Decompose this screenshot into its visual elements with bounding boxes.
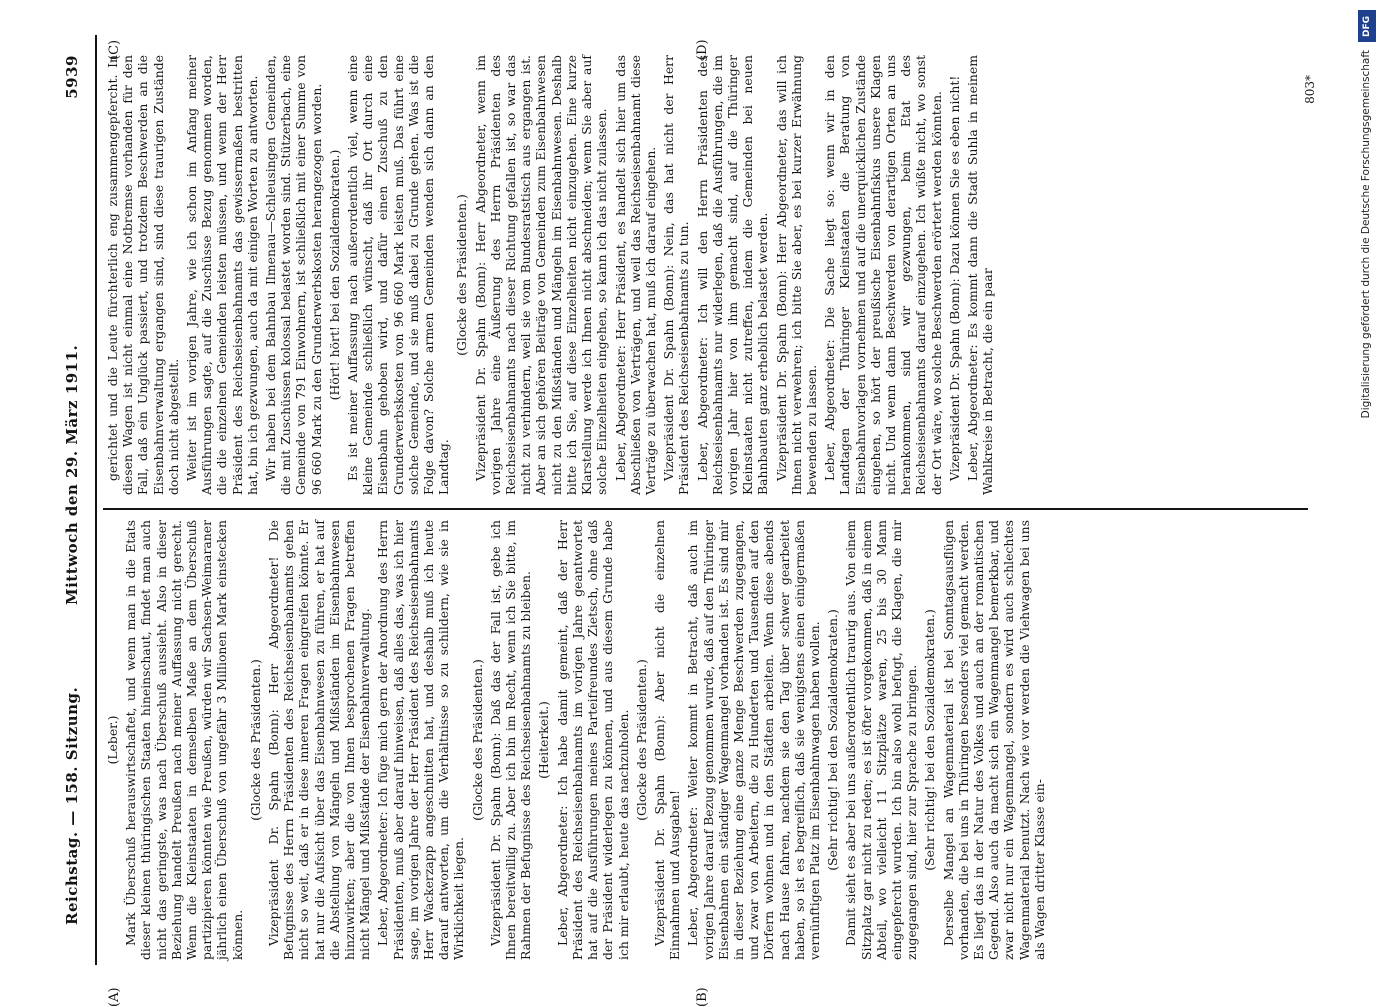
paragraph: Leber, Abgeordneter: Ich will den Herrn Präsidenten des Reichseisenbahnamts nur widerlegen, daß die Ausführungen, die im vorigen Jahr hier von ihm gemacht sind, auf die Thüringer Kleinstaaten nicht zutreffen, indem die Gemeinden bei neuen Bahnbauten ganz erheblich belastet werden. bbox=[694, 55, 771, 495]
paragraph: Vizepräsident Dr. Spahn (Bonn): Aber nicht die einzelnen Einnahmen und Ausgaben! bbox=[651, 520, 683, 960]
paragraph: (Glocke des Präsidenten.) bbox=[454, 194, 470, 356]
paragraph: (Sehr richtig! bei den Sozialdemokraten.) bbox=[922, 609, 938, 871]
paragraph: (Glocke des Präsidenten.) bbox=[633, 659, 649, 821]
footer-number: 803* bbox=[1303, 75, 1317, 104]
paragraph: (Hört! hört! bei den Sozialdemokraten.) bbox=[326, 149, 342, 401]
paragraph: (Leber.) bbox=[105, 715, 120, 765]
page-header bbox=[55, 35, 95, 965]
paragraph: (Heiterkeit.) bbox=[536, 701, 552, 779]
header-page-number: 5939 bbox=[63, 55, 81, 99]
paragraph: Leber, Abgeordneter: Weiter kommt in Betracht, daß auch im vorigen Jahre darauf Bezug genommen wurde, daß auf den Thüringer Eisenbahnen ein ständiger Wagenmangel vorhanden ist. Es sind mir in dieser Beziehung eine ganze Menge Beschwerden zugegangen, und zwar von Arbeitern, die zu Hunderten und Tausenden auf den Dörfern wohnen und in den Städten arbeiten. Wenn diese abends nach Hause fahren, nachdem sie den Tag über schwer gearbeitet haben, so ist es begreiflich, daß sie wenigstens einen einigermaßen vernünftigen Platz im Eisenbahnwagen haben wollen. bbox=[685, 519, 822, 960]
paragraph: Mark Überschuß herauswirtschaftet, und wenn man in die Etats dieser kleinen thüringischen Staaten hineinschaut, findet man auch nicht das geringste, was nach Überschuß aussieht. Also in dieser Beziehung handelt Preußen nach meiner Auffassung nicht gerecht. Wenn die Kleinstaaten in demselben Maße an dem Überschuß partizipieren könnten wie Preußen, würden wir Sachsen-Weimaraner jährlich einen Überschuß von ungefähr 3 Millionen Mark einstecken können. bbox=[123, 520, 245, 960]
right-text-column bbox=[105, 55, 998, 495]
column-separator bbox=[103, 508, 1308, 510]
margin-marker-b: (B) bbox=[695, 987, 710, 1007]
margin-marker-c: (C) bbox=[107, 39, 122, 60]
header-left-title: Reichstag. — 158. Sitzung. bbox=[63, 686, 81, 925]
paragraph: (Glocke des Präsidenten.) bbox=[247, 659, 263, 821]
paragraph: Derselbe Mangel an Wagenmaterial ist bei Sonntagsausflügen vorhanden, die bei uns in Thüringen besonders viel gemacht werden. Es liegt das in der Natur des Volkes und auch an der romantischen Gegend. Also auch da macht sich ein Wagenmangel bemerkbar, und zwar nicht nur ein Wagenmangel, sondern es wird auch schlechtes Wagenmaterial benutzt. Nach wie vor werden die Viehwagen bei uns als Wagen dritter Klasse ein- bbox=[940, 520, 1047, 960]
paragraph: gerichtet und die Leute fürchterlich eng zusammengepfercht. In diesen Wagen ist nicht einmal eine Notbremse vorhanden für den Fall, daß ein Unglück passiert, und trotzdem Beschwerden an die Eisenbahnverwaltung ergangen sind, sind diese traurigen Zustände doch nicht abgestellt. bbox=[105, 55, 181, 495]
paragraph: Damit sieht es aber bei uns außerordentlich traurig aus. Von einem Sitzplatz gar nicht zu reden; es ist öfter vorgekommen, daß in einem Abteil, wo vielleicht 11 Sitzplätze waren, 25 bis 30 Mann eingepfercht wurden. Ich bin also wohl befugt, die Klagen, die mir zugegangen sind, hier zur Sprache zu bringen. bbox=[843, 520, 920, 960]
paragraph: Vizepräsident Dr. Spahn (Bonn): Dazu können Sie es eben nicht! bbox=[946, 75, 962, 481]
paragraph: Leber, Abgeordneter: Herr Präsident, es handelt sich hier um das Abschließen von Verträgen, und weil das Reichseisenbahnamt diese Verträge zu überwachen hat, muß ich darauf eingehen. bbox=[612, 55, 658, 495]
left-text-column bbox=[105, 520, 1050, 960]
paragraph: Leber, Abgeordneter: Es kommt dann die Stadt Suhla in meinem Wahlkreise in Betracht, die ein paar bbox=[964, 55, 996, 495]
paragraph: Wir haben bei dem Bahnbau Ilmenau—Schleusingen Gemeinden, die mit Zuschüssen kolossal belastet worden sind. Stützerbach, eine Gemeinde von 791 Einwohnern, ist schließlich mit einer Summe von 96 660 Mark zu den Grunderwerbskosten herangezogen worden. bbox=[263, 55, 324, 495]
paragraph: Es ist meiner Auffassung nach außerordentlich viel, wenn eine kleine Gemeinde schließlich wünscht, daß ihr Ort durch eine Eisenbahn gehoben wird, und dafür einen Zuschuß zu den Grunderwerbskosten von 96 660 Mark leisten muß. Das führt eine solche Gemeinde, und sie muß dabei zu Grunde gehen. Was ist die Folge davon? Solche armen Gemeinden wenden sich dann an den Landtag. bbox=[345, 55, 452, 495]
margin-marker-a: (A) bbox=[107, 987, 122, 1007]
header-date: Mittwoch den 29. März 1911. bbox=[63, 344, 81, 605]
header-rule bbox=[95, 35, 97, 965]
paragraph: (Sehr richtig! bei den Sozialdemokraten.) bbox=[825, 609, 841, 871]
digitization-sidebar bbox=[1358, 10, 1376, 990]
paragraph: Vizepräsident Dr. Spahn (Bonn): Herr Abgeordneter, wenn im vorigen Jahre eine Äußerung des Herrn Präsidenten des Reichseisenbahnamts nach dieser Richtung gefallen ist, so war das nicht zu verhindern, weil sie vom Bundesratstisch aus ergangen ist. Aber an sich gehören Beiträge von Gemeinden zum Eisenbahnwesen nicht zu den Mißständen und Mängeln im Eisenbahnwesen. Deshalb bitte ich Sie, auf diese Einzelheiten nicht einzugehen. Eine kurze Klarstellung werde ich Ihnen nicht abschneiden; wenn Sie aber auf solche Einzelheiten eingehen, so kann ich das nicht zulassen. bbox=[472, 55, 610, 495]
paragraph: (Glocke des Präsidenten.) bbox=[469, 659, 485, 821]
paragraph: Leber, Abgeordneter: Die Sache liegt so: wenn wir in den Landtagen der Thüringer Kleinstaaten die Beratung von Eisenbahnvorlagen vornehmen und auf die unerquicklichen Zustände eingehen, so hört der preußische Eisenbahnfiskus unsere Klagen nicht. Und wenn dann Beschwerden von derartigen Orten an uns herankommen, sind wir gezwungen, beim Etat des Reichseisenbahnamts darauf einzugehen. Ich wüßte nicht, wo sonst der Ort wäre, wo solche Beschwerden erörtert werden könnten. bbox=[822, 55, 944, 495]
paragraph: Vizepräsident Dr. Spahn (Bonn): Daß das der Fall ist, gebe ich Ihnen bereitwillig zu. Aber ich bin im Recht, wenn ich Sie bitte, im Rahmen der Befugnisse des Reichseisenbahnamts zu bleiben. bbox=[487, 520, 534, 960]
paragraph: Leber, Abgeordneter: Ich füge mich gern der Anordnung des Herrn Präsidenten, muß aber darauf hinweisen, daß alles das, was ich hier sage, im vorigen Jahre der Herr Präsident des Reichseisenbahnamts Herr Wackerzapp angeschnitten hat, und deshalb muß ich heute darauf antworten, um die Verhältnisse so zu schildern, wie sie in Wirklichkeit liegen. bbox=[375, 520, 467, 960]
paragraph: Vizepräsident Dr. Spahn (Bonn): Herr Abgeordneter! Die Befugnisse des Herrn Präsidenten des Reichseisenbahnamts gehen nicht so weit, daß er in diese inneren Fragen eingreifen könnte. Er hat nur die Aufsicht über das Eisenbahnwesen zu führen, er hat auf die Abstellung von Mängeln und Mißständen im Eisenbahnwesen hinzuwirken; aber die von Ihnen besprochenen Fragen betreffen nicht Mängel und Mißstände der Eisenbahnverwaltung. bbox=[266, 520, 373, 960]
paragraph: Vizepräsident Dr. Spahn (Bonn): Nein, das hat nicht der Herr Präsident des Reichseisenbahnamts zu tun. bbox=[661, 55, 692, 495]
paragraph: Weiter ist im vorigen Jahre, wie ich schon im Anfang meiner Ausführungen sagte, auf die Zuschüsse Bezug genommen worden, die die einzelnen Gemeinden leisten müssen, und wenn der Herr Präsident des Reichseisenbahnamts das gewissermaßen bestritten hat, bin ich gezwungen, auch da mit einigen Worten zu antworten. bbox=[184, 55, 260, 495]
newspaper-page-rotated bbox=[55, 35, 1320, 1007]
dfg-logo: DFG bbox=[1358, 10, 1376, 42]
margin-marker-d: (D) bbox=[695, 39, 710, 60]
paragraph: Vizepräsident Dr. Spahn (Bonn): Herr Abgeordneter, das will ich Ihnen nicht verwehren; ich bitte Sie aber, es bei kurzer Erwähnung bewenden zu lassen. bbox=[773, 55, 819, 495]
digitization-note: Digitalisierung gefördert durch die Deutsche Forschungsgemeinschaft bbox=[1360, 50, 1372, 419]
paragraph: Leber, Abgeordneter: Ich habe damit gemeint, daß der Herr Präsident des Reichseisenbahnamts im vorigen Jahre geantwortet hat auf die Ausführungen meines Parteifreundes Zietsch, ohne daß der Präsident widerlegen zu können, und aus diesem Grunde habe ich mir erlaubt, heute das nachzuholen. bbox=[554, 520, 631, 960]
